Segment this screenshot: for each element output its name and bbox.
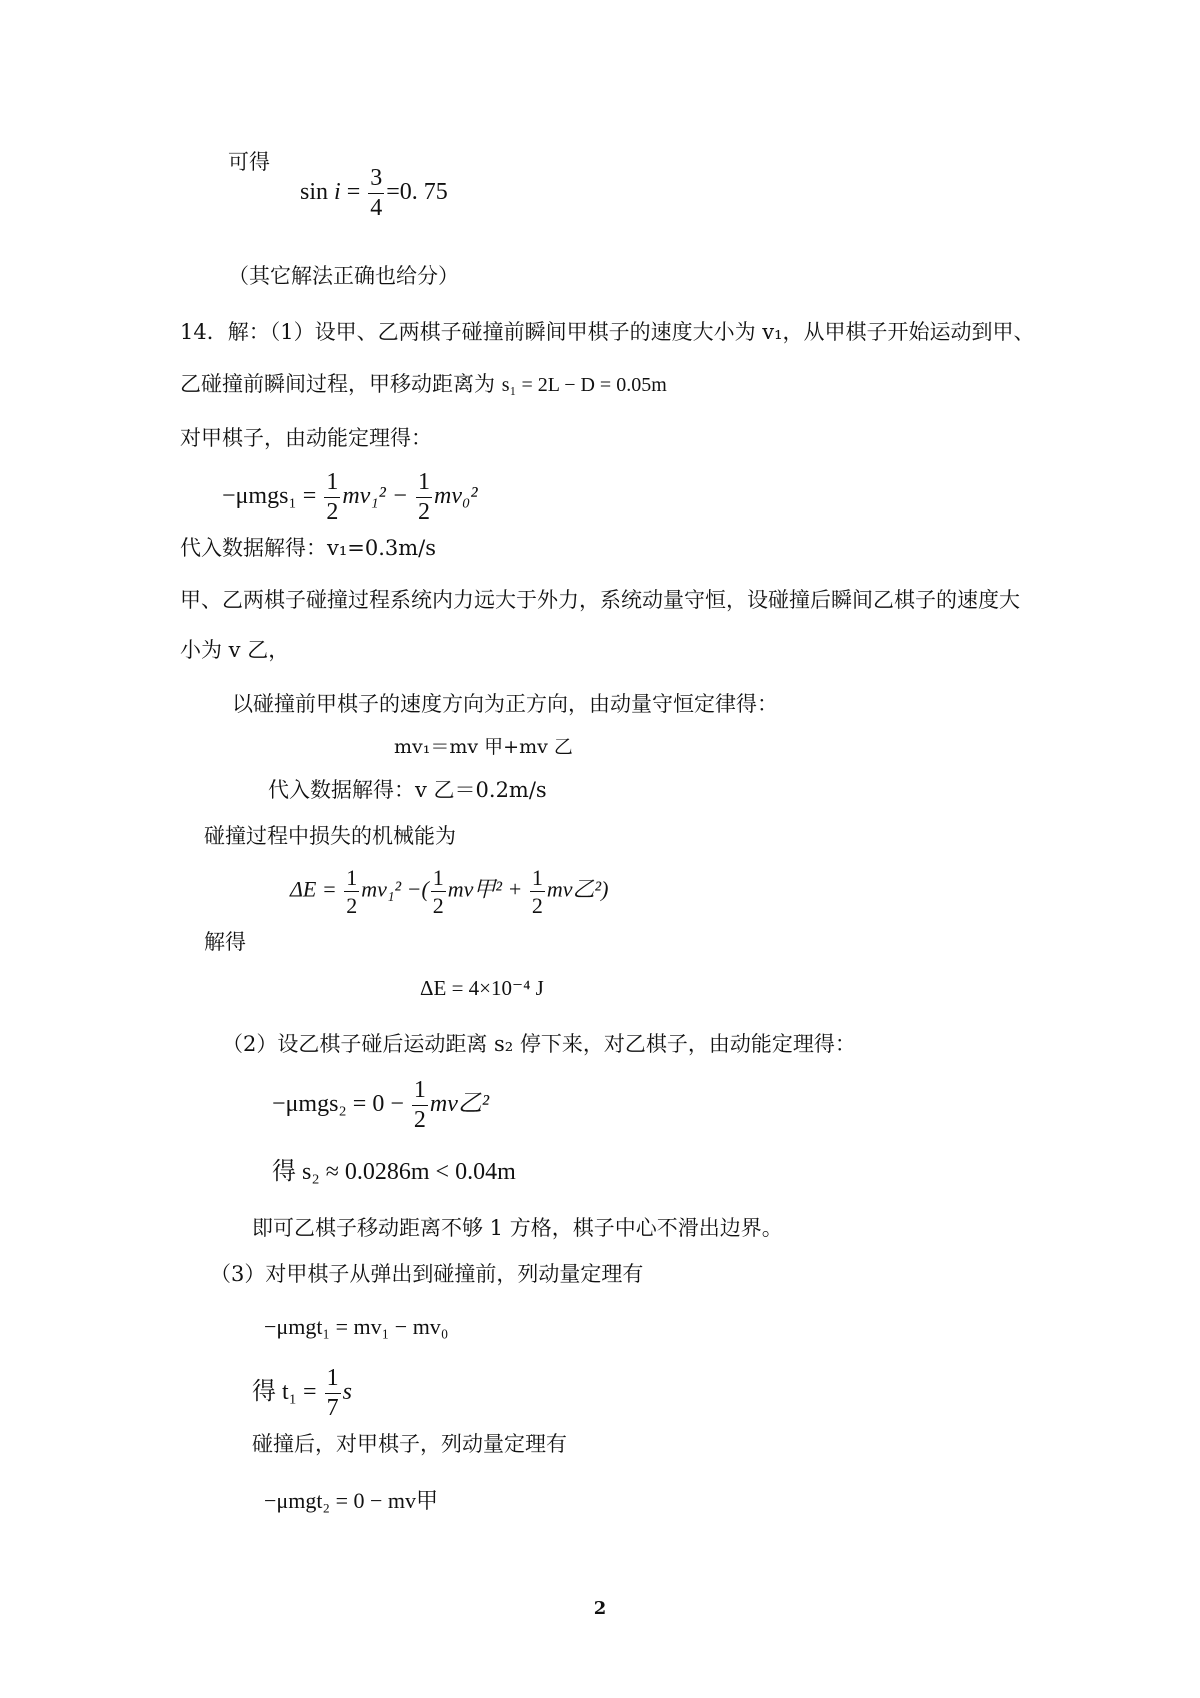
eq-term: mv₁² −(: [361, 876, 429, 902]
equation-time: [252, 1366, 352, 1421]
eq-term: mv₀²: [434, 483, 478, 510]
text-line: 碰撞后，对甲棋子，列动量定理有: [252, 1432, 567, 1456]
equation-momentum: mv₁＝mv 甲+mv 乙: [394, 736, 573, 758]
fraction-numerator: 1: [412, 1078, 428, 1106]
fraction-numerator: 1: [416, 470, 432, 498]
fraction-numerator: 1: [344, 866, 359, 892]
equation-energy-loss: [290, 866, 608, 917]
text-line: 即可乙棋子移动距离不够 1 方格，棋子中心不滑出边界。: [252, 1216, 783, 1240]
fraction-denominator: 2: [418, 499, 431, 526]
text-line: 可得: [228, 150, 270, 174]
fraction: [368, 166, 384, 221]
eq-term: 得 t₁ =: [252, 1379, 317, 1406]
text-span: 乙碰撞前瞬间过程，甲移动距离为: [180, 372, 495, 396]
equation-kinetic-energy-2: [272, 1078, 489, 1133]
inline-equation: s₁ = 2L − D = 0.05m: [501, 374, 667, 396]
page-number: 2: [593, 1598, 607, 1619]
text-line: 代入数据解得：v₁=0.3m/s: [180, 536, 437, 560]
fraction-numerator: 1: [325, 1366, 341, 1394]
fraction: [324, 470, 340, 525]
eq-term: =0. 75: [386, 179, 448, 206]
text-line: 甲、乙两棋子碰撞过程系统内力远大于外力，系统动量守恒，设碰撞后瞬间乙棋子的速度大: [180, 588, 1020, 612]
eq-term: mv₁² −: [342, 483, 409, 510]
eq-term: s: [342, 1379, 352, 1406]
equation-distance: 得 s₂ ≈ 0.0286m < 0.04m: [272, 1159, 516, 1185]
text-line: 对甲棋子，由动能定理得：: [180, 426, 432, 450]
equation-kinetic-energy-1: [222, 470, 478, 525]
eq-term: i: [334, 179, 341, 206]
text-line: 解得: [204, 930, 246, 954]
text-line: （其它解法正确也给分）: [228, 264, 459, 288]
fraction: [412, 1078, 428, 1133]
fraction-denominator: 2: [413, 1107, 426, 1134]
fraction-numerator: 1: [431, 866, 446, 892]
fraction-denominator: 2: [346, 893, 358, 919]
fraction: [530, 866, 545, 917]
fraction-numerator: 1: [324, 470, 340, 498]
fraction: [325, 1366, 341, 1421]
equation-energy-result: ΔE = 4×10⁻⁴ J: [420, 976, 544, 1000]
equation-sin-i: [300, 166, 448, 221]
fraction-numerator: 1: [530, 866, 545, 892]
fraction: [344, 866, 359, 917]
fraction-denominator: 7: [326, 1395, 339, 1422]
text-line: [180, 374, 667, 395]
text-line: 碰撞过程中损失的机械能为: [204, 824, 456, 848]
text-line: 以碰撞前甲棋子的速度方向为正方向，由动量守恒定律得：: [232, 692, 778, 716]
eq-term: −μmgs₂ = 0 −: [272, 1091, 404, 1118]
eq-term: ΔE =: [290, 876, 337, 902]
text-line: （3）对甲棋子从弹出到碰撞前，列动量定理有: [210, 1262, 644, 1286]
fraction-denominator: 4: [370, 195, 383, 222]
eq-term: sin: [300, 179, 329, 206]
text-line: 小为 v 乙，: [180, 638, 290, 662]
fraction: [431, 866, 446, 917]
text-line: （2）设乙棋子碰后运动距离 s₂ 停下来，对乙棋子，由动能定理得：: [222, 1032, 856, 1056]
eq-term: =: [340, 179, 367, 206]
fraction-denominator: 2: [432, 893, 444, 919]
equation-impulse-1: −μmgt₁ = mv₁ − mv₀: [264, 1314, 449, 1339]
eq-term: mv乙²: [429, 1091, 490, 1118]
fraction-denominator: 2: [531, 893, 543, 919]
eq-term: −μmgs₁ =: [222, 483, 317, 510]
text-line: 代入数据解得：v 乙＝0.2m/s: [268, 778, 547, 802]
fraction-denominator: 2: [326, 499, 339, 526]
fraction-numerator: 3: [368, 166, 384, 194]
equation-impulse-2: −μmgt₂ = 0 − mv甲: [264, 1488, 439, 1513]
fraction: [416, 470, 432, 525]
eq-term: mv乙²): [546, 876, 609, 902]
problem-heading: 14．解：（1）设甲、乙两棋子碰撞前瞬间甲棋子的速度大小为 v₁，从甲棋子开始运动到甲、: [180, 320, 1035, 344]
eq-term: mv甲² +: [447, 876, 523, 902]
